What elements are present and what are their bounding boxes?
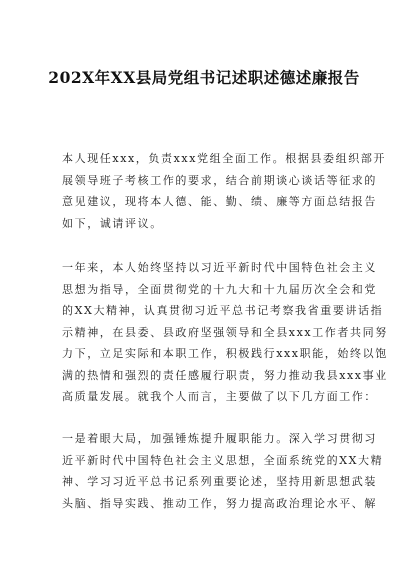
paragraph-line: 头脑、指导实践、推动工作，努力提高政治理论水平、解: [62, 496, 377, 510]
paragraph-line: 展领导班子考核工作的要求，结合前期谈心谈话等征求的: [62, 173, 377, 187]
paragraph-line: 一是着眼大局，加强锤炼提升履职能力。深入学习贯彻习: [62, 432, 377, 445]
paragraph-line: 思想为指导，全面贯彻党的十九大和十九届历次全会和党: [62, 282, 377, 296]
paragraph-line: 满的热情和强烈的责任感履行职责，努力推动我县xxx事业: [62, 368, 388, 382]
paragraph-line: 的XX大精神，认真贯彻习近平总书记考察我省重要讲话指: [62, 304, 384, 317]
paragraph-point-one: [62, 428, 384, 514]
paragraph-line: 意见建议，现将本人德、能、勤、绩、廉等方面总结报告: [62, 195, 377, 208]
paragraph-line: 高质量发展。就我个人而言，主要做了以下几方面工作：: [62, 390, 377, 403]
paragraph-line: 一年来，本人始终坚持以习近平新时代中国特色社会主义: [62, 261, 377, 274]
paragraph-line: 力下，立足实际和本职工作，积极践行xxx职能，始终以饱: [62, 347, 388, 360]
paragraph-summary: [62, 257, 388, 408]
document-title: 202X年XX县局党组书记述职述德述廉报告: [48, 68, 360, 87]
paragraph-line: 示精神，在县委、县政府坚强领导和全县xxx工作者共同努: [62, 325, 388, 339]
paragraph-intro: [62, 148, 387, 234]
paragraph-line: 本人现任xxx，负责xxx党组全面工作。根据县委组织部开: [62, 152, 387, 165]
paragraph-line: 如下，诚请评议。: [62, 216, 163, 230]
paragraph-line: 神、学习习近平总书记系列重要论述，坚持用新思想武装: [62, 475, 377, 488]
paragraph-line: 近平新时代中国特色社会主义思想，全面系统党的XX大精: [62, 453, 384, 467]
